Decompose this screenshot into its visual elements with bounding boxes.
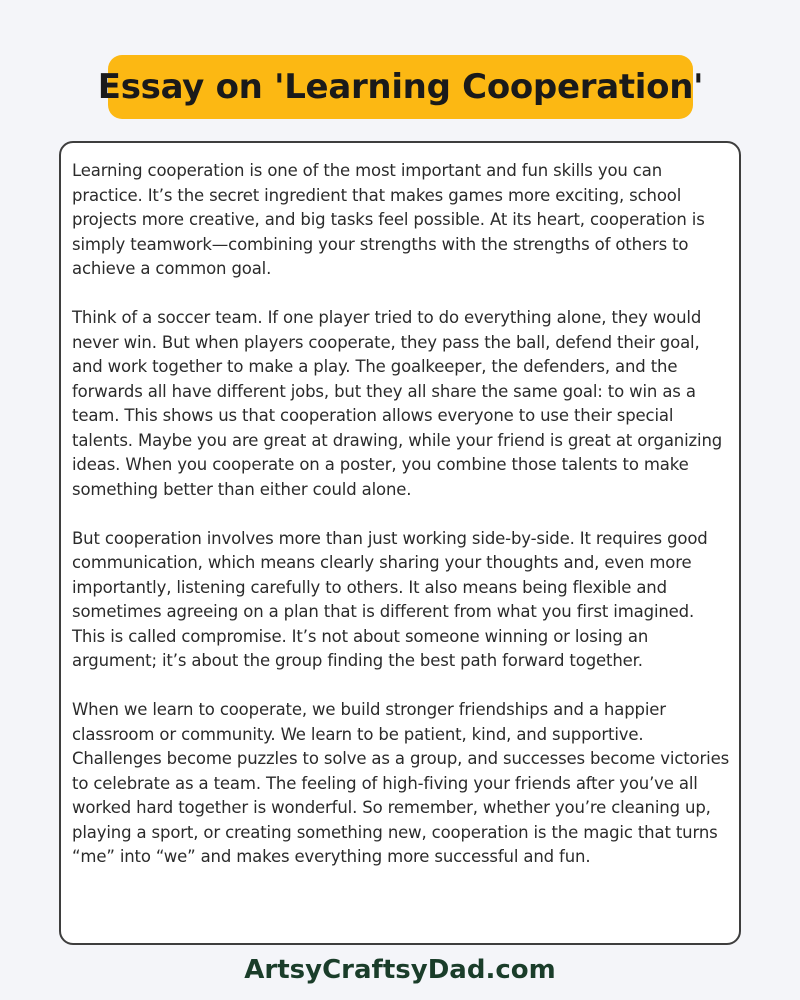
footer-website: ArtsyCraftsyDad.com: [244, 955, 556, 985]
essay-paragraph-1: Learning cooperation is one of the most important and fun skills you can practice. It’s the secret ingredient that makes games more exciting, school projects more creative, and big tasks feel possible. At its heart, cooperation is simply teamwork—combining your strengths with the strengths of others to achieve a common goal.: [72, 161, 705, 278]
title-badge: [97, 55, 704, 119]
page-title: Essay on 'Learning Cooperation': [97, 67, 704, 107]
essay-paragraph-3: But cooperation involves more than just working side-by-side. It requires good communication, which means clearly sharing your thoughts and, even more importantly, listening carefully to others. It also means being flexible and sometimes agreeing on a plan that is different from what you first imagined. This is called compromise. It’s not about someone winning or losing an argument; it’s about the group finding the best path forward together.: [72, 528, 708, 670]
essay-paragraph-4: When we learn to cooperate, we build stronger friendships and a happier classroom or community. We learn to be patient, kind, and supportive. Challenges become puzzles to solve as a group, and successes become victories to celebrate as a team. The feeling of high-fiving your friends after you’ve all worked hard together is wonderful. So remember, whether you’re cleaning up, playing a sport, or creating something new, cooperation is the magic that turns “me” into “we” and makes everything more successful and fun.: [72, 700, 730, 866]
essay-paragraph-2: Think of a soccer team. If one player tried to do everything alone, they would never win. But when players cooperate, they pass the ball, defend their goal, and work together to make a play. The goalkeeper, the defenders, and the forwards all have different jobs, but they all share the same goal: to win as a team. This shows us that cooperation allows everyone to use their special talents. Maybe you are great at drawing, while your friend is great at organizing ideas. When you cooperate on a poster, you combine those talents to make something better than either could alone.: [72, 308, 723, 499]
essay-card: [59, 141, 741, 945]
